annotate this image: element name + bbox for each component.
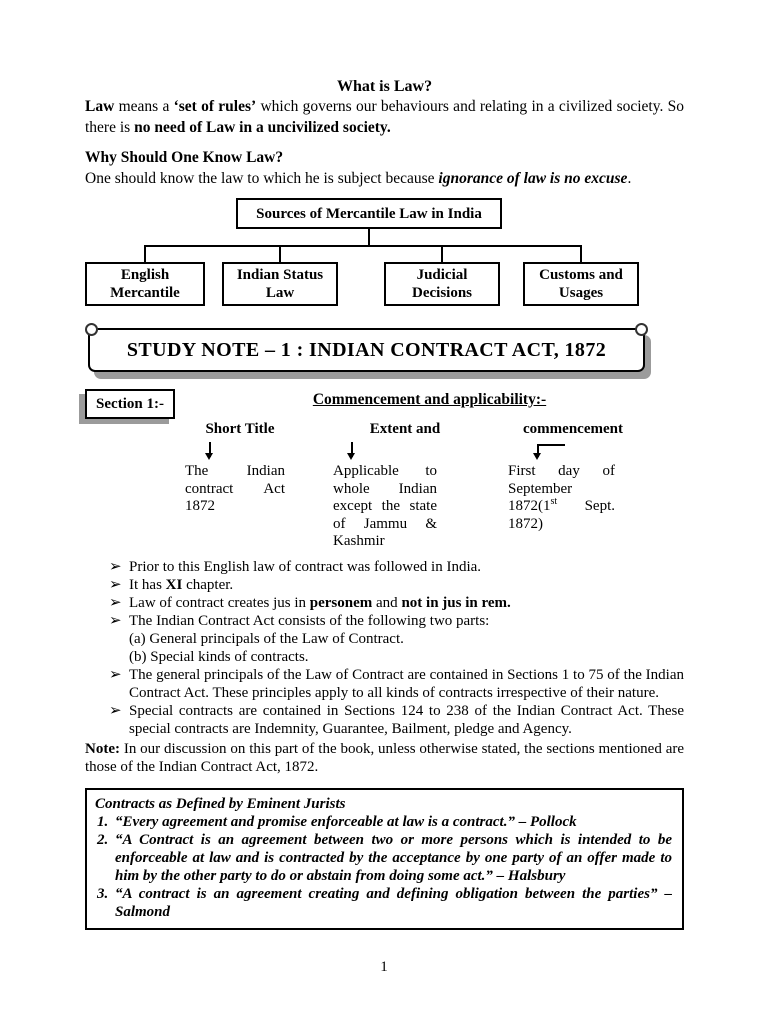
down-arrow-icon bbox=[351, 442, 353, 457]
text-segment: and bbox=[372, 595, 402, 611]
connector-line bbox=[368, 229, 370, 245]
down-arrow-icon bbox=[537, 444, 539, 457]
list-item-text bbox=[129, 594, 684, 612]
list-item-text: Special contracts are contained in Sections 124 to 238 of the Indian Contract Act. These special contracts are Indemnity, Guarantee, Bailment, pledge and Agency. bbox=[129, 703, 684, 737]
text-segment: Sept. 1872) bbox=[508, 498, 615, 532]
commencement-diagram bbox=[85, 421, 684, 553]
scroll-curl-left-icon bbox=[85, 323, 98, 336]
text-segment: XI bbox=[165, 577, 183, 593]
text-segment: ‘set of rules’ bbox=[173, 98, 257, 115]
list-item bbox=[109, 558, 684, 576]
item-text: “A contract is an agreement creating and defining obligation between the parties” – Salmond bbox=[115, 886, 672, 920]
sub-point-a: (a) General principals of the Law of Contract. bbox=[129, 631, 404, 647]
note-paragraph bbox=[85, 740, 684, 776]
study-note-banner bbox=[88, 328, 645, 372]
text-segment: In our discussion on this part of the book, unless otherwise stated, the sections mentioned are those of the Indian Contract Act, 1872. bbox=[85, 741, 684, 775]
connector-line bbox=[441, 245, 443, 262]
page-number: 1 bbox=[380, 959, 388, 975]
list-item-text bbox=[129, 576, 684, 594]
list-item-text: The general principals of the Law of Contract are contained in Sections 1 to 75 of the Indian Contract Act. These principles apply to all kinds of contracts irrespective of their nature. bbox=[129, 667, 684, 701]
text-segment: First day of September 1872(1 bbox=[508, 463, 615, 514]
text-segment: The Indian Contract Act consists of the following two parts: bbox=[129, 613, 490, 629]
text-segment: personem bbox=[309, 595, 373, 611]
item-number: 2. bbox=[97, 832, 109, 848]
heading-why-know-law: Why Should One Know Law? bbox=[85, 149, 284, 166]
column-header-extent: Extent and bbox=[369, 421, 441, 437]
column-header-commencement: commencement bbox=[523, 421, 623, 437]
list-item-text: Prior to this English law of contract was followed in India. bbox=[129, 559, 482, 575]
arrow-bullet-icon: ➢ bbox=[109, 595, 122, 611]
flowchart-box-customs-usages: Customs and Usages bbox=[523, 262, 639, 306]
jurist-definition-item bbox=[95, 885, 672, 921]
item-text: “Every agreement and promise enforceable at law is a contract.” – Pollock bbox=[115, 814, 577, 830]
list-item bbox=[109, 702, 684, 738]
flowchart-root-box: Sources of Mercantile Law in India bbox=[236, 198, 502, 229]
jurists-box-title: Contracts as Defined by Eminent Jurists bbox=[95, 796, 346, 812]
arrow-bullet-icon: ➢ bbox=[109, 613, 122, 629]
text-segment: chapter. bbox=[182, 577, 234, 593]
text-segment: not in jus in rem. bbox=[401, 595, 511, 611]
key-points-list bbox=[85, 558, 684, 738]
arrow-bullet-icon: ➢ bbox=[109, 667, 122, 683]
connector-line bbox=[279, 245, 281, 262]
connector-line bbox=[580, 245, 582, 262]
item-number: 1. bbox=[97, 814, 109, 830]
text-segment: which governs our behaviours and relating in a civilized society. So there is bbox=[85, 98, 684, 136]
flowchart-box-english-mercantile: English Mercantile bbox=[85, 262, 205, 306]
column-header-short-title: Short Title bbox=[205, 421, 275, 437]
arrow-bullet-icon: ➢ bbox=[109, 559, 122, 575]
sub-point-b: (b) Special kinds of contracts. bbox=[129, 649, 309, 665]
arrow-bullet-icon: ➢ bbox=[109, 577, 122, 593]
list-item bbox=[109, 666, 684, 702]
text-segment: means a bbox=[114, 98, 174, 115]
text-segment: . bbox=[627, 170, 632, 187]
jurist-definition-item bbox=[95, 813, 672, 831]
text-segment: Law of contract creates jus in bbox=[129, 595, 310, 611]
connector-line bbox=[144, 245, 146, 262]
text-segment: ignorance of law is no excuse bbox=[438, 170, 628, 187]
arrow-bullet-icon: ➢ bbox=[109, 703, 122, 719]
column-body-commencement bbox=[508, 463, 615, 533]
jurists-definitions-box bbox=[85, 788, 684, 930]
what-is-law-paragraph bbox=[85, 96, 684, 138]
list-item bbox=[109, 576, 684, 594]
why-know-law-paragraph bbox=[85, 168, 684, 189]
text-segment: One should know the law to which he is subject because bbox=[85, 170, 439, 187]
jurist-definition-item bbox=[95, 831, 672, 885]
sources-of-law-flowchart bbox=[85, 198, 684, 306]
list-item bbox=[109, 612, 684, 666]
superscript-st: st bbox=[550, 496, 558, 507]
flowchart-box-indian-status-law: Indian Status Law bbox=[222, 262, 338, 306]
section-row bbox=[85, 389, 684, 419]
flowchart-box-judicial-decisions: Judicial Decisions bbox=[384, 262, 500, 306]
text-segment: It has bbox=[129, 577, 166, 593]
section-1-label-box: Section 1:- bbox=[85, 389, 175, 419]
text-segment: Law bbox=[85, 98, 115, 115]
page-content bbox=[85, 78, 684, 930]
column-body-extent: Applicable to whole Indian except the state of Jammu & Kashmir bbox=[333, 463, 437, 549]
heading-what-is-law: What is Law? bbox=[336, 78, 433, 95]
column-body-short-title: The Indian contract Act 1872 bbox=[185, 463, 285, 514]
list-item bbox=[109, 594, 684, 612]
connector-line bbox=[537, 444, 565, 446]
text-segment: no need of Law in a uncivilized society. bbox=[134, 119, 391, 136]
item-text: “A Contract is an agreement between two or more persons which is intended to be enforceable at law and is contracted by the acceptance by one party of an offer made to him by the other party to do or abstain from doing some act.” – Halsbury bbox=[115, 832, 672, 884]
study-note-title: STUDY NOTE – 1 : INDIAN CONTRACT ACT, 1872 bbox=[126, 338, 607, 361]
note-label: Note: bbox=[85, 741, 120, 757]
down-arrow-icon bbox=[209, 442, 211, 457]
list-item-text bbox=[129, 612, 684, 666]
connector-line bbox=[144, 245, 582, 247]
scroll-curl-right-icon bbox=[635, 323, 648, 336]
commencement-heading: Commencement and applicability:- bbox=[312, 391, 547, 408]
item-number: 3. bbox=[97, 886, 109, 902]
